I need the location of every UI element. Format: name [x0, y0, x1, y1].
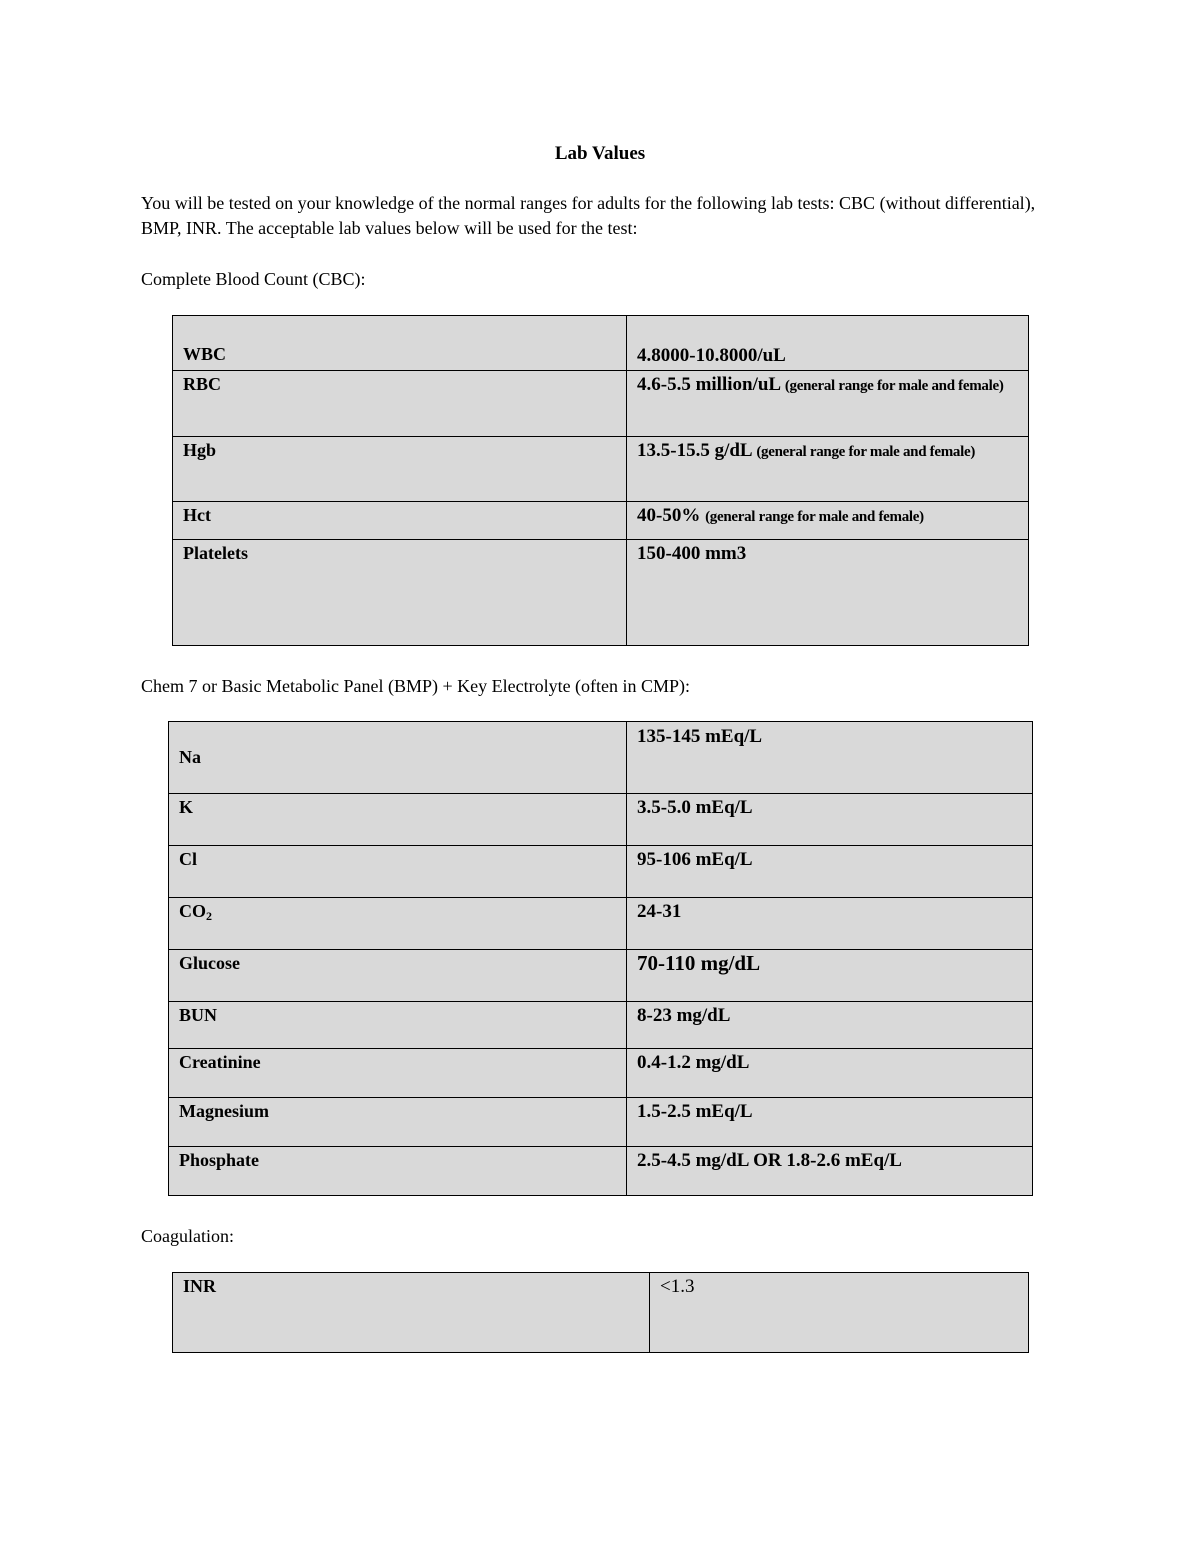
value-note: (general range for male and female)	[756, 444, 976, 460]
test-name: RBC	[173, 371, 627, 437]
test-value	[627, 502, 1029, 540]
test-value: 3.5-5.0 mEq/L	[627, 794, 1033, 846]
bmp-heading: Chem 7 or Basic Metabolic Panel (BMP) + Key Electrolyte (often in CMP):	[141, 676, 691, 696]
test-value: 135-145 mEq/L	[627, 722, 1033, 794]
table-row	[169, 898, 1033, 950]
test-name	[169, 898, 627, 950]
test-value: 70-110 mg/dL	[627, 950, 1033, 1002]
test-name: Glucose	[169, 950, 627, 1002]
test-name: K	[169, 794, 627, 846]
test-name: Hct	[173, 502, 627, 540]
test-value: 150-400 mm3	[627, 540, 1029, 646]
value-text: 13.5-15.5 g/dL	[637, 440, 757, 461]
test-value: 4.8000-10.8000/uL	[627, 316, 1029, 371]
test-name: WBC	[173, 316, 627, 371]
value-note: (general range for male and female)	[784, 378, 1004, 394]
test-value: <1.3	[650, 1273, 1029, 1353]
table-row	[169, 1049, 1033, 1098]
page-title: Lab Values	[554, 143, 646, 164]
table-row	[173, 1273, 1029, 1353]
table-row	[169, 950, 1033, 1002]
table-row	[169, 722, 1033, 794]
coag-table	[172, 1272, 1029, 1353]
test-name: BUN	[169, 1002, 627, 1049]
test-name: Creatinine	[169, 1049, 627, 1098]
test-value: 95-106 mEq/L	[627, 846, 1033, 898]
test-value: 8-23 mg/dL	[627, 1002, 1033, 1049]
table-row	[169, 1147, 1033, 1196]
co2-label: CO	[179, 901, 206, 921]
table-row	[173, 437, 1029, 502]
cbc-heading: Complete Blood Count (CBC):	[141, 269, 366, 289]
table-row	[169, 1098, 1033, 1147]
test-value: 1.5-2.5 mEq/L	[627, 1098, 1033, 1147]
table-row	[169, 1002, 1033, 1049]
test-value: 2.5-4.5 mg/dL OR 1.8-2.6 mEq/L	[627, 1147, 1033, 1196]
test-name: Phosphate	[169, 1147, 627, 1196]
table-row	[173, 502, 1029, 540]
table-row	[173, 540, 1029, 646]
co2-subscript: 2	[206, 909, 212, 923]
test-name: Platelets	[173, 540, 627, 646]
test-value: 24-31	[627, 898, 1033, 950]
table-row	[169, 846, 1033, 898]
table-row	[173, 371, 1029, 437]
cbc-table	[172, 315, 1029, 646]
test-value: 0.4-1.2 mg/dL	[627, 1049, 1033, 1098]
test-name: Magnesium	[169, 1098, 627, 1147]
test-name: INR	[173, 1273, 650, 1353]
intro-paragraph: You will be tested on your knowledge of the normal ranges for adults for the following lab tests: CBC (without differential), BMP, INR. The acceptable lab values below will be used for the test:	[141, 193, 1036, 238]
coag-heading: Coagulation:	[141, 1226, 234, 1246]
value-note: (general range for male and female)	[705, 509, 924, 525]
table-row	[173, 316, 1029, 371]
table-row	[169, 794, 1033, 846]
test-name: Hgb	[173, 437, 627, 502]
test-name: Cl	[169, 846, 627, 898]
test-value	[627, 371, 1029, 437]
bmp-table	[168, 721, 1033, 1196]
test-value	[627, 437, 1029, 502]
value-text: 4.6-5.5 million/uL	[637, 374, 785, 395]
test-name: Na	[169, 722, 627, 794]
value-text: 40-50%	[637, 505, 706, 526]
